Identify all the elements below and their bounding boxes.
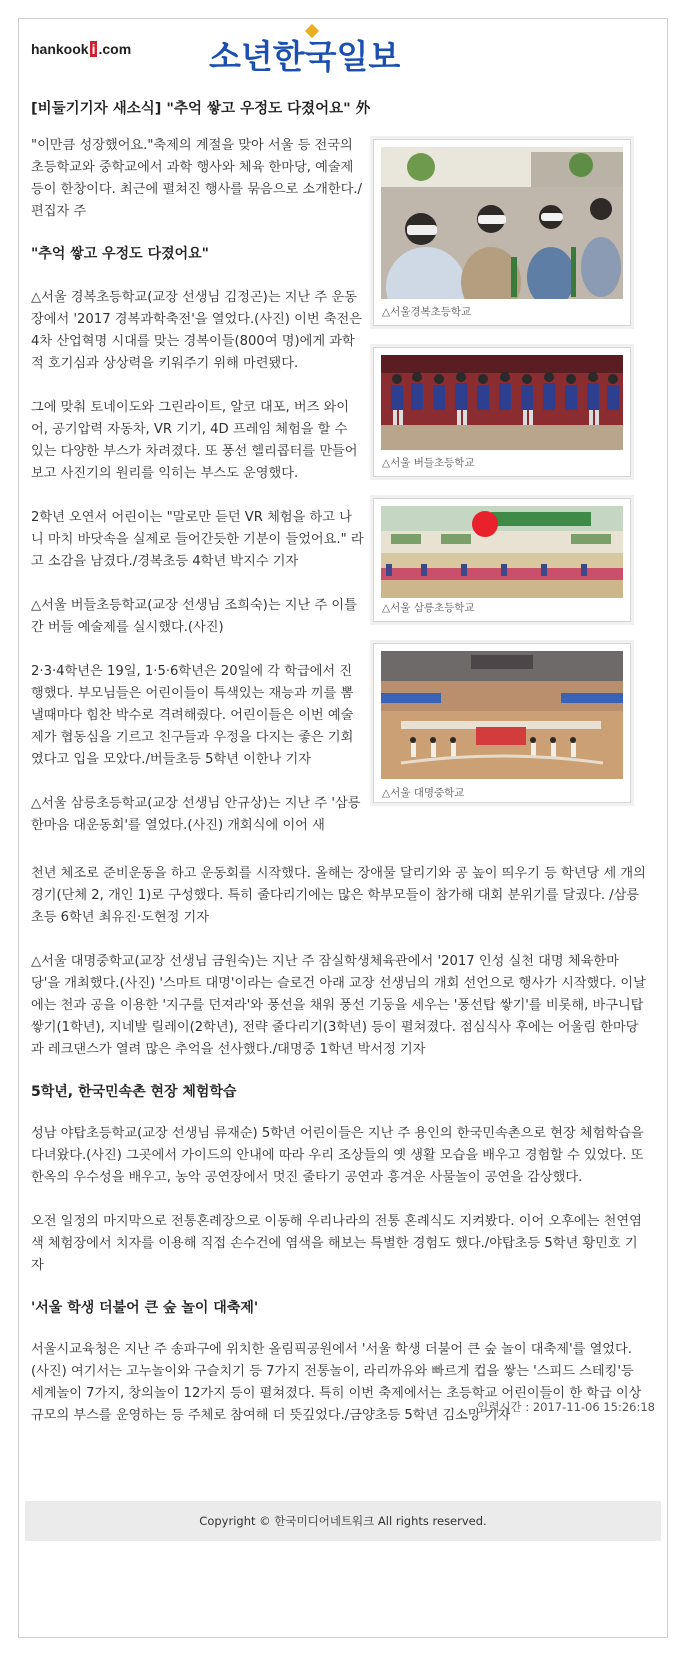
photo-box-1	[373, 139, 631, 326]
paragraph-6a: △서울 삼릉초등학교(교장 선생님 안규상)는 지난 주 '삼릉 한마음 대운동회'를 열었다.(사진) 개회식에 이어 새	[31, 796, 361, 833]
paragraph-3: 2학년 오연서 어린이는 "말로만 듣던 VR 체험을 하고 나니 마치 바닷속을 실제로 들어간듯한 기분이 들었어요." 라고 소감을 남겼다./경복초등 4학년 박지수 기자	[31, 510, 364, 569]
photo-caption-1: △서울경복초등학교	[382, 306, 472, 318]
intro-paragraph: "이만큼 성장했어요."축제의 계절을 맞아 서울 등 전국의 초등학교와 중학교에서 과학 행사와 체육 한마당, 예술제 등이 한창이다. 최근에 펼쳐진 행사를 묶음으로 소개한다./편집자 주	[31, 138, 362, 219]
photo-box-3	[373, 498, 631, 622]
subheading-3: '서울 학생 더불어 큰 숲 놀이 대축제'	[31, 1300, 259, 1316]
wide-column	[31, 863, 647, 1427]
paragraph-4: △서울 버들초등학교(교장 선생님 조희숙)는 지난 주 이틀간 버들 예술제를 실시했다.(사진)	[31, 598, 357, 635]
hankooki-logo[interactable]	[31, 41, 131, 57]
paragraph-6b: 천년 체조로 준비운동을 하고 운동회를 시작했다. 올해는 장애물 달리기와 공 높이 띄우기 등 학년당 세 개의 경기(단체 2, 개인 1)로 구성했다. 특히 줄다리기에는 많은 학부모들이 참가해 대회 분위기를 달궜다. /삼릉초등 6학년 최유진·도현정 기자	[31, 866, 646, 925]
paragraph-2: 그에 맞춰 토네이도와 그린라이트, 알코 대포, 버즈 와이어, 공기압력 자동차, VR 기기, 4D 프레임 체험을 할 수 있는 다양한 부스가 차려졌다. 또 풍선 헬리콥터를 만들어 보고 사진기의 원리를 익히는 부스도 운영했다.	[31, 400, 358, 481]
logo-right-part1: 소년한	[209, 37, 305, 76]
published-date: 입력시간 : 2017-11-06 15:26:18	[477, 1400, 655, 1414]
logo-left-mark: i	[91, 41, 96, 57]
paragraph-10: 서울시교육청은 지난 주 송파구에 위치한 올림픽공원에서 '서울 학생 더불어 큰 숲 놀이 대축제'를 열었다.(사진) 여기서는 고누놀이와 구슬치기 등 7가지 전통놀이, 라리까유와 빠르게 컵을 쌓는 '스피드 스테킹'등 세계놀이 7가지, 창의놀이 12가지 등이 펼쳐졌다. 특히 이번 축제에서는 초등학교 어린이들이 한 학급 이상 규모의 부스를 운영하는 등 주체로 참여해 더 뜻깊었다./금양초등 5학년 김소망 기자	[31, 1342, 642, 1423]
article-headline: [비둘기기자 새소식] "추억 쌓고 우정도 다졌어요" 外	[31, 101, 371, 117]
paragraph-5: 2·3·4학년은 19일, 1·5·6학년은 20일에 각 학급에서 진행했다. 부모님들은 어린이들이 특색있는 재능과 끼를 뽐낼때마다 힘찬 박수로 격려해줬다. 어린이들은 이번 예술제가 협동심을 기르고 친구들과 우정을 다지는 좋은 기회였다고 입을 모았다./버들초등 5학년 이한나 기자	[31, 664, 354, 767]
article-frame	[18, 18, 668, 1638]
art-festival-photo	[381, 355, 623, 450]
logo-left-prefix: hankook	[31, 41, 89, 57]
gym-event-photo	[381, 651, 623, 779]
sonyeon-hankook-ilbo-logo[interactable]	[209, 31, 400, 78]
vr-students-photo	[381, 147, 623, 299]
logo-right-accent: 국	[305, 31, 337, 78]
logo-right-part2: 일보	[336, 37, 401, 76]
logo-left-suffix: .com	[98, 41, 132, 57]
photo-caption-4: △서울 대명중학교	[382, 787, 465, 799]
photo-box-4	[373, 643, 631, 803]
sports-day-photo	[381, 506, 623, 598]
narrow-column	[31, 135, 364, 837]
paragraph-9: 오전 일정의 마지막으로 전통혼례장으로 이동해 우리나라의 전통 혼례식도 지켜봤다. 이어 오후에는 천연염색 체험장에서 치자를 이용해 직접 손수건에 염색을 해보는 특별한 경험도 했다./야탑초등 5학년 황민호 기자	[31, 1214, 642, 1273]
paragraph-8: 성남 야탑초등학교(교장 선생님 류재순) 5학년 어린이들은 지난 주 용인의 한국민속촌으로 현장 체험학습을 다녀왔다.(사진) 그곳에서 가이드의 안내에 따라 우리 조상들의 옛 생활 모습을 배우고 경험할 수 있었다. 또 한옥의 우수성을 배우고, 농악 공연장에서 멋진 줄타기 공연과 흥겨운 사물놀이 공연을 감상했다.	[31, 1126, 644, 1185]
paragraph-1: △서울 경복초등학교(교장 선생님 김정곤)는 지난 주 운동장에서 '2017 경복과학축전'을 열었다.(사진) 이번 축전은 4차 산업혁명 시대를 맞는 경복이들(800여 명)에게 과학적 호기심과 상상력을 키워주기 위해 마련됐다.	[31, 290, 363, 371]
photo-caption-2: △서울 버들초등학교	[382, 457, 475, 469]
copyright-footer: Copyright © 한국미디어네트워크 All rights reserved.	[25, 1501, 661, 1541]
subheading-2: 5학년, 한국민속촌 현장 체험학습	[31, 1084, 237, 1100]
paragraph-7: △서울 대명중학교(교장 선생님 금원숙)는 지난 주 잠실학생체육관에서 '2017 인성 실천 대명 체육한마당'을 개최했다.(사진) '스마트 대명'이라는 슬로건 아래 교장 선생님의 개회 선언으로 행사가 시작했다. 이날에는 천과 공을 이용한 '지구를 던져라'와 풍선을 채워 풍선 기둥을 세우는 '풍선탑 쌓기'를 비롯해, 바구니탑 쌓기(1학년), 지네발 릴레이(2학년), 전략 줄다리기(3학년) 등이 펼쳐졌다. 점심식사 후에는 어울림 한마당과 레크댄스가 열려 많은 추억을 선사했다./대명중 1학년 박서정 기자	[31, 954, 646, 1057]
photo-caption-3: △서울 삼릉초등학교	[382, 602, 475, 614]
subheading-1: "추억 쌓고 우정도 다졌어요"	[31, 246, 209, 262]
photo-box-2	[373, 347, 631, 477]
